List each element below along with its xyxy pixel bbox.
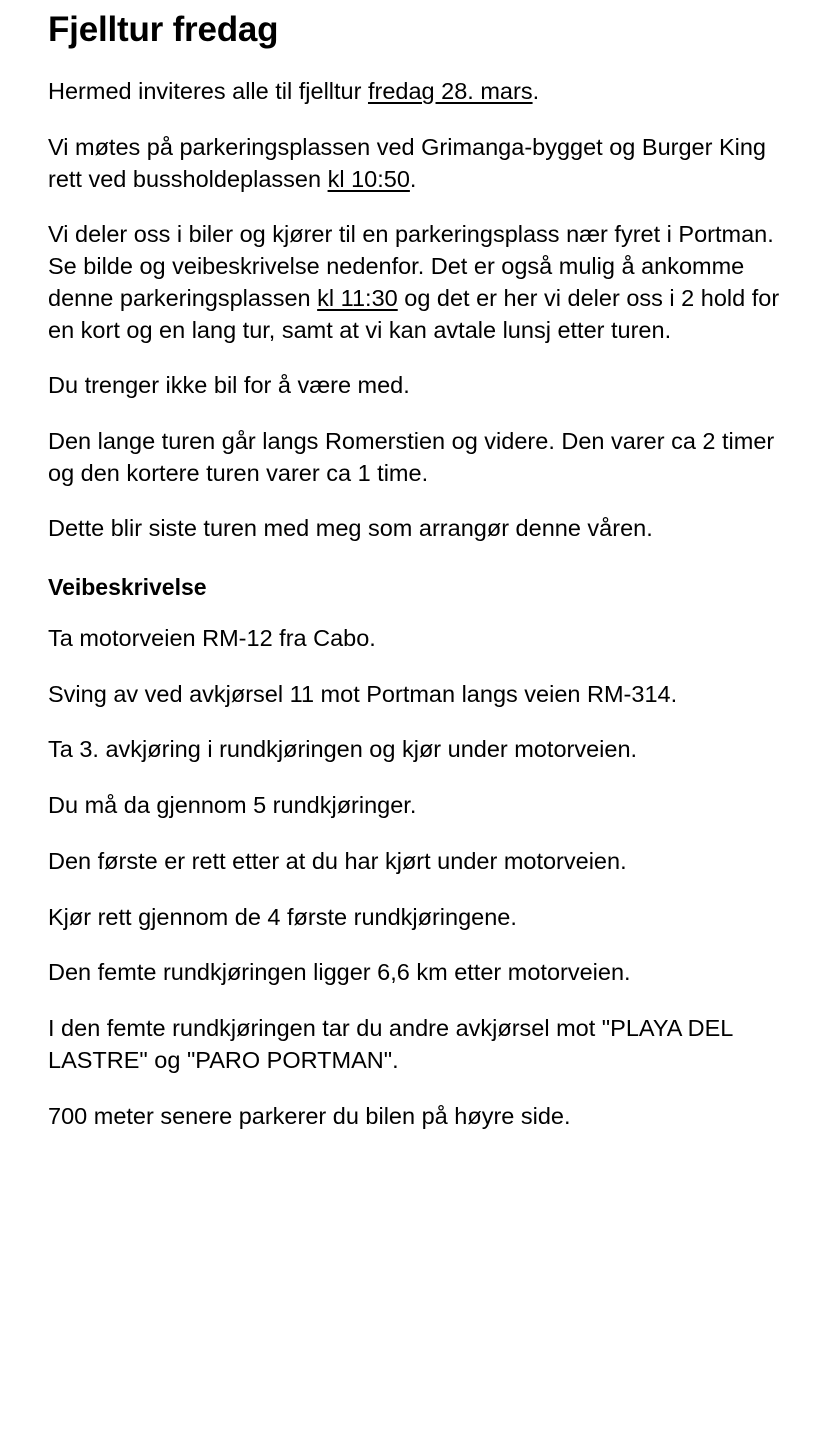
page-title: Fjelltur fredag [48,10,279,49]
carpool-paragraph [48,219,780,346]
direction-step-2 [48,679,780,711]
intro-paragraph [48,76,780,108]
meeting-point-paragraph-emphasis: kl 10:50 [327,165,410,192]
meeting-point-paragraph-text: . [409,165,417,192]
direction-step-1 [48,623,780,655]
direction-step-4-text: Du må da gjennom 5 rundkjøringer. [48,792,417,819]
direction-step-1-text: Ta motorveien RM-12 fra Cabo. [48,625,376,652]
route-length-paragraph [48,426,780,489]
carpool-paragraph-emphasis: kl 11:30 [317,284,398,311]
direction-step-5-text: Den første er rett etter at du har kjørt under motorveien. [48,847,627,874]
direction-step-6-text: Kjør rett gjennom de 4 første rundkjøringene. [48,903,517,930]
intro-paragraph-emphasis: fredag 28. mars [367,78,533,105]
last-trip-paragraph-text: Dette blir siste turen med meg som arrangør denne våren. [48,515,653,542]
direction-step-9-text: 700 meter senere parkerer du bilen på høyre side. [48,1102,571,1129]
intro-paragraph-text: . [532,78,540,105]
direction-step-7 [48,957,780,989]
direction-step-6 [48,902,780,934]
direction-step-3 [48,734,780,766]
direction-step-8 [48,1013,780,1076]
meeting-point-paragraph-text: Vi møtes på parkeringsplassen ved Grimanga-bygget og Burger King rett ved bussholdeplassen [48,133,767,192]
no-car-needed-paragraph [48,370,780,402]
document-body [48,76,780,1132]
direction-step-5 [48,846,780,878]
direction-step-3-text: Ta 3. avkjøring i rundkjøringen og kjør under motorveien. [48,736,638,763]
direction-step-9 [48,1101,780,1133]
direction-step-8-text: I den femte rundkjøringen tar du andre avkjørsel mot "PLAYA DEL LASTRE" og "PARO PORTMAN". [48,1015,733,1073]
document-page [0,10,828,1132]
last-trip-paragraph [48,513,780,545]
direction-step-7-text: Den femte rundkjøringen ligger 6,6 km etter motorveien. [48,959,631,986]
directions-heading-text: Veibeskrivelse [48,574,207,601]
no-car-needed-paragraph-text: Du trenger ikke bil for å være med. [48,372,410,399]
meeting-point-paragraph [48,132,780,195]
route-length-paragraph-text: Den lange turen går langs Romerstien og videre. Den varer ca 2 timer og den kortere turen varer ca 1 time. [48,428,775,486]
intro-paragraph-text: Hermed inviteres alle til fjelltur [48,78,368,105]
directions-heading [48,573,780,603]
carpool-paragraph-text: og det er her vi deler oss i 2 hold for en kort og en lang tur, samt at vi kan avtale lunsj etter turen. [48,284,780,343]
direction-step-4 [48,790,780,822]
carpool-paragraph-text: Vi deler oss i biler og kjører til en parkeringsplass nær fyret i Portman. Se bilde og veibeskrivelse nedenfor. Det er også mulig å ankomme denne parkeringsplassen [48,221,774,311]
direction-step-2-text: Sving av ved avkjørsel 11 mot Portman langs veien RM-314. [48,680,678,707]
